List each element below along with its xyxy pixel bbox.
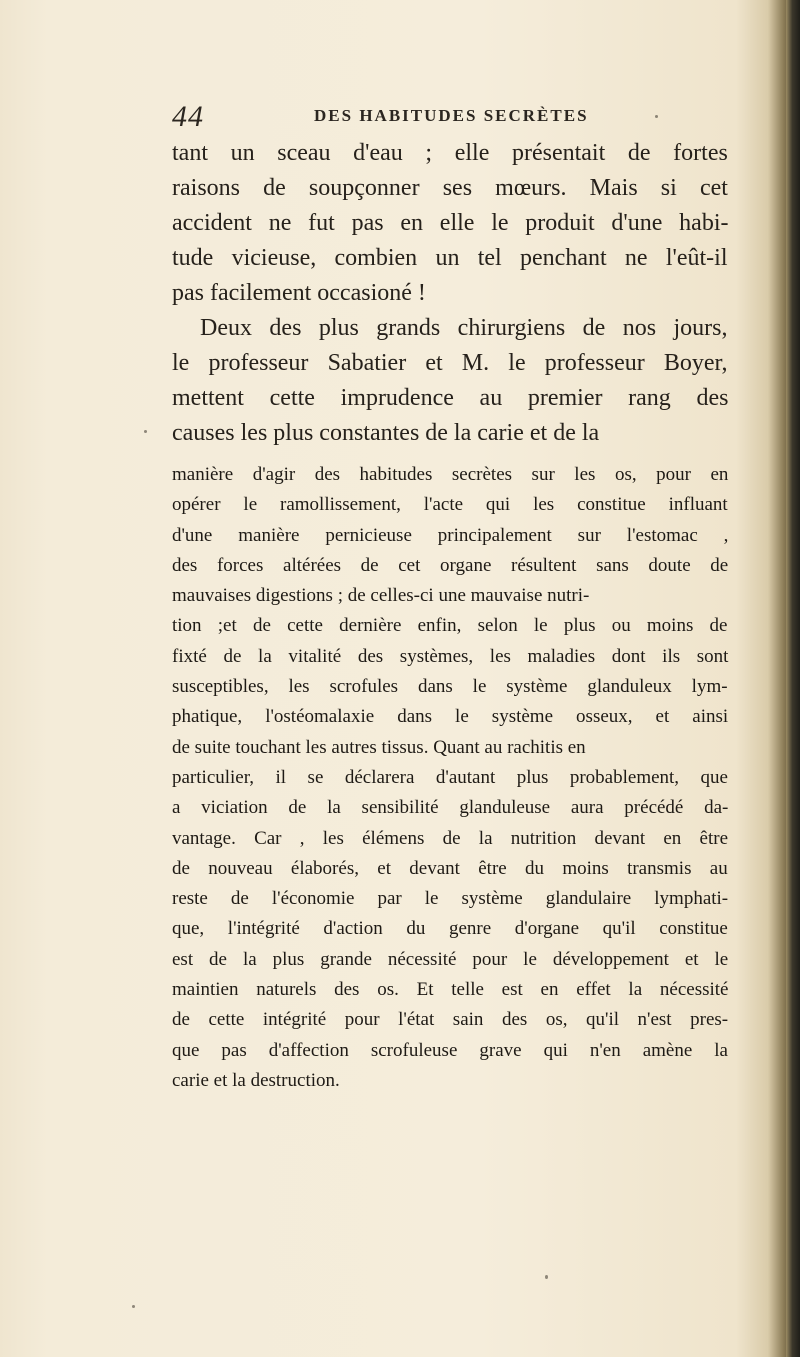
text-line: mettent cette imprudence au premier rang des bbox=[172, 385, 729, 411]
text-line: que pas d'affection scrofuleuse grave qui n'en amène la bbox=[172, 1039, 728, 1061]
text-line: mauvaises digestions ; de celles-ci une mauvaise nutri- bbox=[172, 585, 590, 607]
running-head-title: DES HABITUDES SECRÈTES bbox=[314, 106, 589, 125]
text-line: opérer le ramollissement, l'acte qui les constitue influant bbox=[172, 494, 728, 516]
text-line: tant un sceau d'eau ; elle présentait de fortes bbox=[172, 140, 728, 166]
text-line: fixté de la vitalité des systèmes, les maladies dont ils sont bbox=[172, 645, 729, 667]
text-line: maintien naturels des os. Et telle est en effet la nécessité bbox=[172, 979, 729, 1001]
text-line: phatique, l'ostéomalaxie dans le système osseux, et ainsi bbox=[172, 706, 729, 728]
text-line: pas facilement occasioné ! bbox=[172, 280, 426, 306]
ink-speck bbox=[132, 1305, 135, 1308]
text-line: manière d'agir des habitudes secrètes sur les os, pour en bbox=[172, 464, 729, 485]
text-line: de nouveau élaborés, et devant être du moins transmis au bbox=[172, 857, 728, 879]
text-line: causes les plus constantes de la carie et de la bbox=[172, 420, 600, 446]
text-line: le professeur Sabatier et M. le professeur Boyer, bbox=[172, 350, 728, 376]
ink-speck bbox=[144, 430, 147, 433]
text-line: a viciation de la sensibilité glanduleuse aura précédé da- bbox=[172, 797, 729, 819]
text-line: Deux des plus grands chirurgiens de nos jours, bbox=[200, 315, 728, 341]
text-line: accident ne fut pas en elle le produit d'une habi- bbox=[172, 210, 729, 236]
upper-text-block bbox=[172, 136, 728, 451]
ink-speck bbox=[545, 1275, 548, 1279]
text-line: est de la plus grande nécessité pour le développement et le bbox=[172, 948, 729, 970]
book-spine-edge bbox=[786, 0, 800, 1357]
text-line: de suite touchant les autres tissus. Quant au rachitis en bbox=[172, 736, 586, 758]
text-line: particulier, il se déclarera d'autant plus probablement, que bbox=[172, 766, 728, 788]
text-line: susceptibles, les scrofules dans le système glanduleux lym- bbox=[172, 676, 728, 698]
text-line: carie et la destruction. bbox=[172, 1069, 340, 1091]
text-line: vantage. Car , les élémens de la nutrition devant en être bbox=[172, 827, 729, 849]
text-line: tude vicieuse, combien un tel penchant ne l'eût-il bbox=[172, 245, 728, 271]
paragraph-2 bbox=[172, 311, 728, 451]
ink-speck bbox=[655, 115, 658, 118]
text-line: raisons de soupçonner ses mœurs. Mais si cet bbox=[172, 175, 728, 201]
text-line: que, l'intégrité d'action du genre d'organe qu'il constitue bbox=[172, 918, 728, 940]
lower-text-block bbox=[172, 460, 728, 1096]
text-line: des forces altérées de cet organe résultent sans doute de bbox=[172, 554, 729, 576]
page-number: 44 bbox=[172, 100, 204, 133]
text-line: reste de l'économie par le système glandulaire lymphati- bbox=[172, 888, 729, 910]
paragraph-3 bbox=[172, 460, 728, 1096]
text-line: de cette intégrité pour l'état sain des os, qu'il n'est pres- bbox=[172, 1009, 729, 1031]
running-head bbox=[172, 100, 732, 134]
text-line: d'une manière pernicieuse principalement sur l'estomac , bbox=[172, 524, 729, 546]
text-line: tion ;et de cette dernière enfin, selon le plus ou moins de bbox=[172, 615, 728, 637]
paragraph-1 bbox=[172, 136, 728, 311]
